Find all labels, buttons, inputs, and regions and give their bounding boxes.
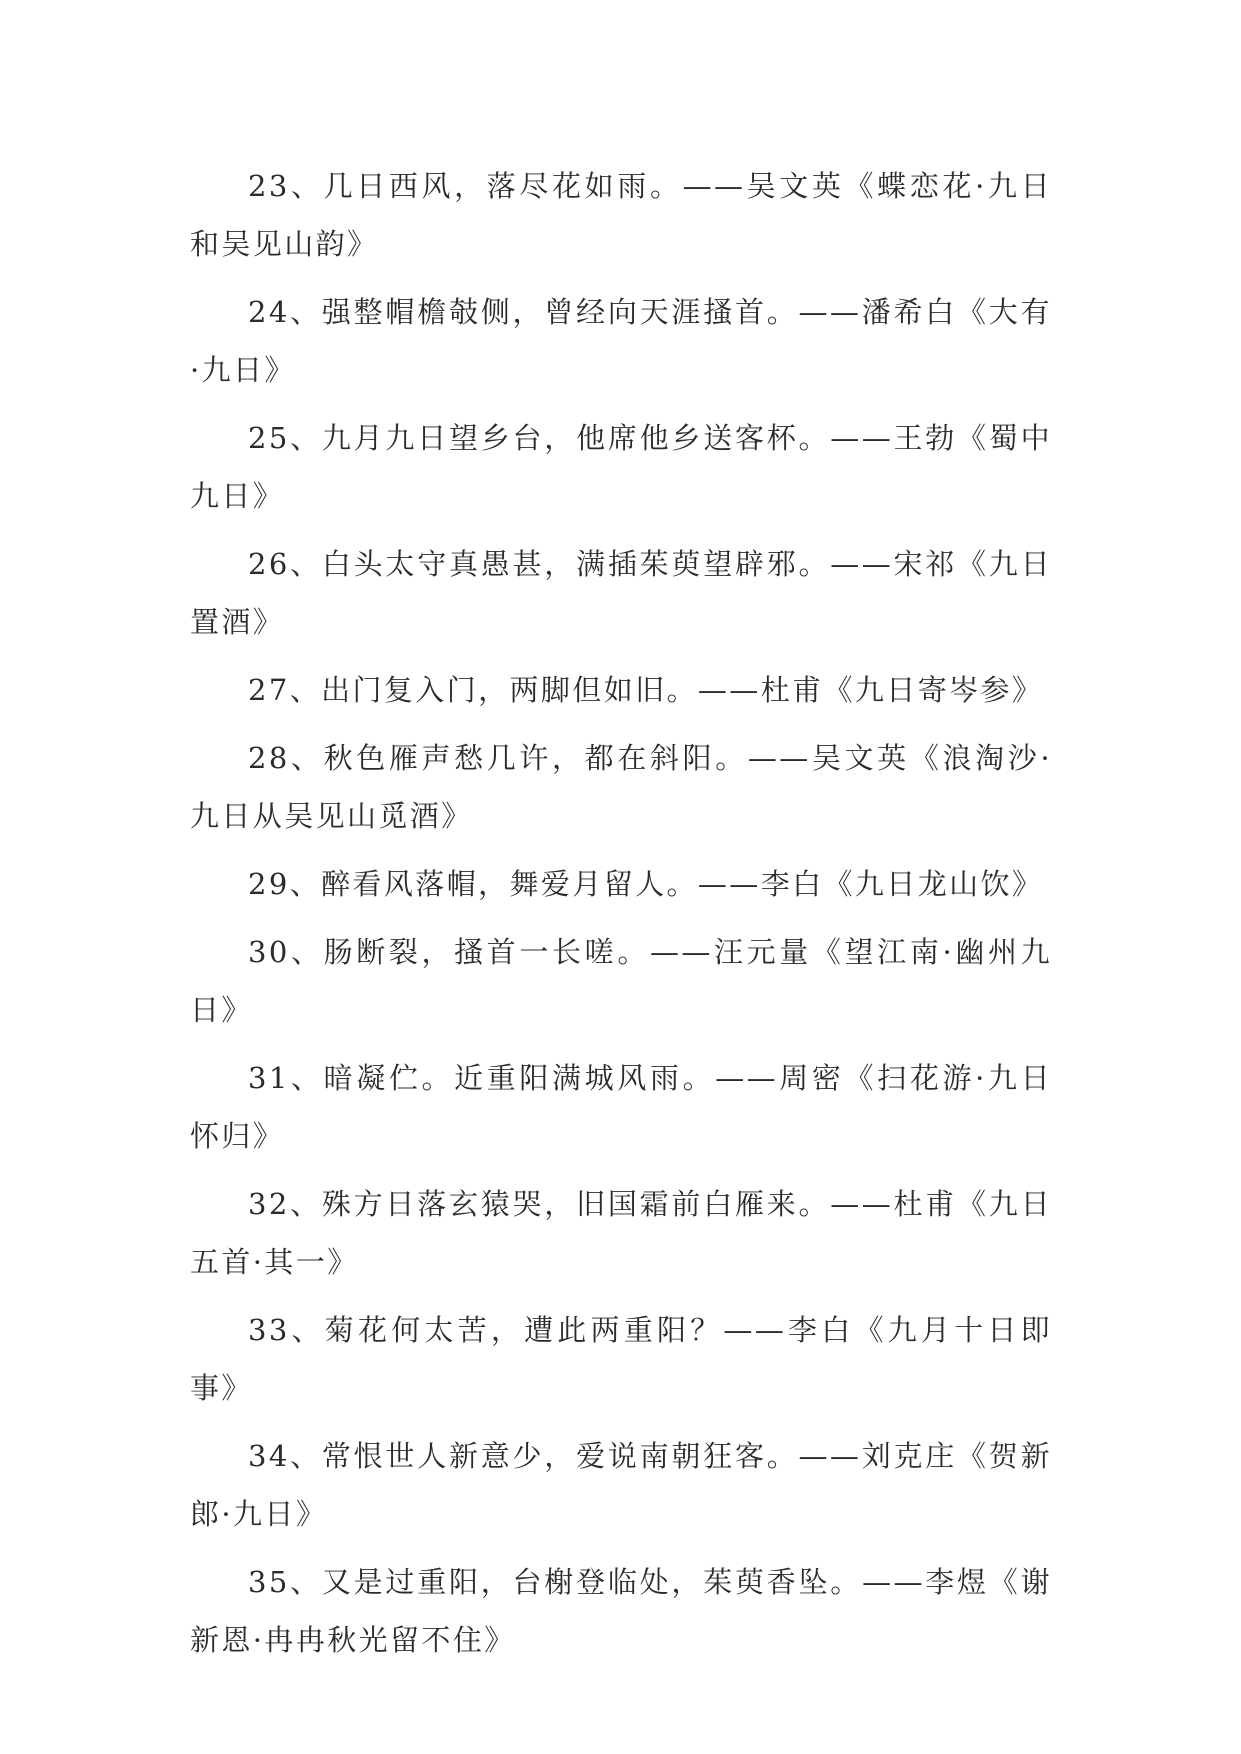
quote-entry-30: 30、肠断裂，搔首一长嗟。——汪元量《望江南·幽州九日》	[190, 935, 1052, 1027]
quote-entry-31: 31、暗凝伫。近重阳满城风雨。——周密《扫花游·九日怀归》	[190, 1061, 1052, 1153]
quote-entry-27: 27、出门复入门，两脚但如旧。——杜甫《九日寄岑参》	[248, 673, 1044, 707]
quote-entry-35: 35、又是过重阳，台榭登临处，茱萸香坠。——李煜《谢新恩·冉冉秋光留不住》	[190, 1565, 1052, 1657]
quote-entry-28: 28、秋色雁声愁几许，都在斜阳。——吴文英《浪淘沙·九日从吴见山觅酒》	[190, 741, 1052, 833]
quote-entry-34: 34、常恨世人新意少，爱说南朝狂客。——刘克庄《贺新郎·九日》	[190, 1439, 1052, 1531]
poem-quote-list	[190, 157, 1052, 1679]
quote-entry-29: 29、醉看风落帽，舞爱月留人。——李白《九日龙山饮》	[248, 867, 1044, 901]
quote-entry-23: 23、几日西风，落尽花如雨。——吴文英《蝶恋花·九日和吴见山韵》	[190, 169, 1052, 261]
quote-entry-25: 25、九月九日望乡台，他席他乡送客杯。——王勃《蜀中九日》	[190, 421, 1052, 513]
quote-entry-33: 33、菊花何太苦，遭此两重阳？——李白《九月十日即事》	[190, 1313, 1052, 1405]
quote-entry-26: 26、白头太守真愚甚，满插茱萸望辟邪。——宋祁《九日置酒》	[190, 547, 1052, 639]
quote-entry-24: 24、强整帽檐攲侧，曾经向天涯搔首。——潘希白《大有·九日》	[190, 295, 1052, 387]
quote-entry-32: 32、殊方日落玄猿哭，旧国霜前白雁来。——杜甫《九日五首·其一》	[190, 1187, 1052, 1279]
